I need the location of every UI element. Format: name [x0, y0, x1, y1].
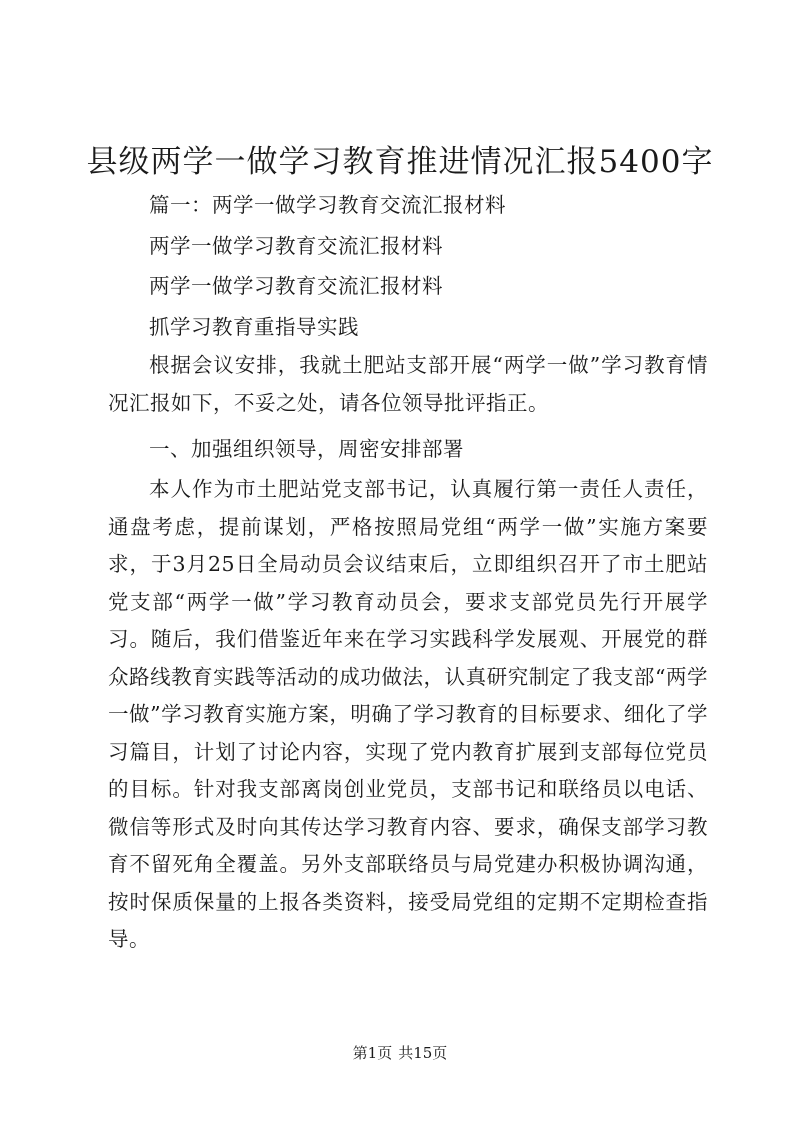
subtitle-line: 两学一做学习教育交流汇报材料 — [149, 274, 443, 298]
subsection-heading: 一、加强组织领导，周密安排部署 — [149, 437, 464, 461]
body-paragraph: 本人作为市土肥站党支部书记，认真履行第一责任人责任，通盘考虑，提前谋划，严格按照局党组“两学一做”实施方案要求，于3月25日全局动员会议结束后，立即组织召开了市土肥站党支部“两学一做”学习教育动员会，要求支部党员先行开展学习。随后，我们借鉴近年来在学习实践科学发展观、开展党的群众路线教育实践等活动的成功做法，认真研究制定了我支部“两学一做”学习教育实施方案，明确了学习教育的目标要求、细化了学习篇目，计划了讨论内容，实现了党内教育扩展到支部每位党员的目标。针对我支部离岗创业党员，支部书记和联络员以电话、微信等形式及时向其传达学习教育内容、要求，确保支部学习教育不留死角全覆盖。另外支部联络员与局党建办积极协调沟通，按时保质保量的上报各类资料，接受局党组的定期不定期检查指导。 — [108, 477, 708, 951]
document-title: 县级两学一做学习教育推进情况汇报5400字 — [86, 144, 714, 180]
section-heading: 篇一：两学一做学习教育交流汇报材料 — [149, 193, 506, 217]
body-paragraph: 根据会议安排，我就土肥站支部开展“两学一做”学习教育情况汇报如下，不妥之处，请各位领导批评指正。 — [108, 353, 708, 415]
subtitle-line: 两学一做学习教育交流汇报材料 — [149, 234, 443, 258]
page-footer — [0, 1042, 800, 1064]
subtitle-line: 抓学习教育重指导实践 — [149, 315, 359, 339]
page-number: 第1页 — [352, 1044, 393, 1062]
page-total: 共15页 — [398, 1044, 448, 1062]
